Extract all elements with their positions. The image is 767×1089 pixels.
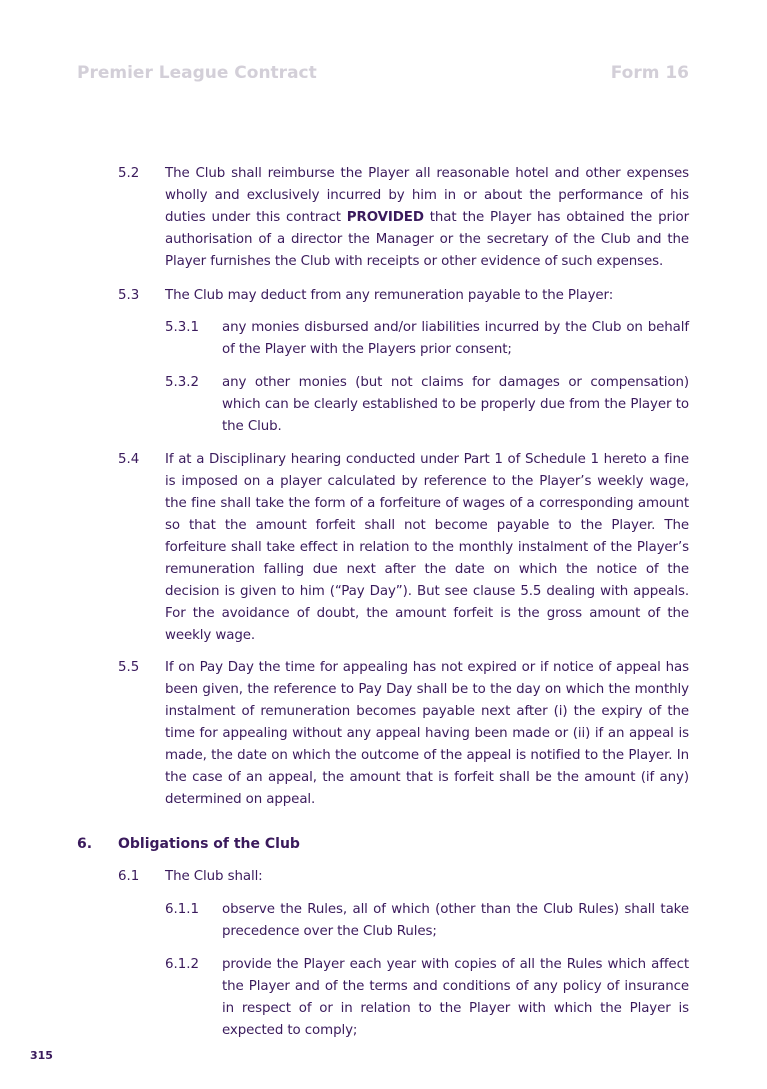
page-number: 315 [30, 1049, 53, 1062]
clause-6-1-1: observe the Rules, all of which (other than the Club Rules) shall take precedence over the Club Rules; [222, 902, 689, 939]
clause-5-3: The Club may deduct from any remuneration payable to the Player: [165, 288, 614, 303]
clause-number: 5.2 [118, 166, 140, 181]
section-number: 6. [77, 836, 93, 852]
section-title: Obligations of the Club [118, 836, 300, 852]
clause-5-3-1: any monies disbursed and/or liabilities incurred by the Club on behalf of the Player with the Players prior consent; [222, 320, 689, 357]
clause-5-3-2: any other monies (but not claims for damages or compensation) which can be clearly established to be properly due from the Player to the Club. [222, 375, 689, 434]
header-form-label: Form 16 [610, 63, 689, 83]
clause-text: that the Player has obtained the prior authorisation of a director the Manager or the secretary of the Club and the Player furnishes the Club with receipts or other evidence of such expenses. [165, 210, 689, 269]
clause-number: 5.3.1 [165, 320, 200, 335]
clause-number: 5.4 [118, 452, 140, 467]
clause-number: 6.1.2 [165, 957, 200, 972]
clause-5-4: If at a Disciplinary hearing conducted under Part 1 of Schedule 1 hereto a fine is imposed on a player calculated by reference to the Player’s weekly wage, the fine shall take the form of a forfeiture of wages of a corresponding amount so that the amount forfeit shall not become payable to the Player. The forfeiture shall take effect in relation to the monthly instalment of the Player’s remuneration falling due next after the date on which the notice of the decision is given to him (“Pay Day”). But see clause 5.5 dealing with appeals. For the avoidance of doubt, the amount forfeit is the gross amount of the weekly wage. [165, 452, 689, 643]
clause-text: The Club shall reimburse the Player all reasonable hotel and other expenses wholly and exclusively incurred by him in or about the performance of his duties under this contract [165, 166, 689, 225]
clause-5-2 [165, 163, 689, 273]
header-title: Premier League Contract [77, 63, 317, 83]
clause-number: 6.1 [118, 869, 140, 884]
clause-number: 5.3.2 [165, 375, 200, 390]
provided-keyword: PROVIDED [346, 210, 424, 225]
clause-5-5: If on Pay Day the time for appealing has not expired or if notice of appeal has been given, the reference to Pay Day shall be to the day on which the monthly instalment of remuneration becomes payable next after (i) the expiry of the time for appealing without any appeal having been made or (ii) if an appeal is made, the date on which the outcome of the appeal is notified to the Player. In the case of an appeal, the amount that is forfeit shall be the amount (if any) determined on appeal. [165, 660, 689, 807]
clause-number: 6.1.1 [165, 902, 200, 917]
clause-6-1-2: provide the Player each year with copies of all the Rules which affect the Player and of the terms and conditions of any policy of insurance in respect of or in relation to the Player with which the Player is expected to comply; [222, 957, 689, 1038]
clause-number: 5.5 [118, 660, 140, 675]
clause-number: 5.3 [118, 288, 140, 303]
clause-6-1: The Club shall: [165, 869, 263, 884]
